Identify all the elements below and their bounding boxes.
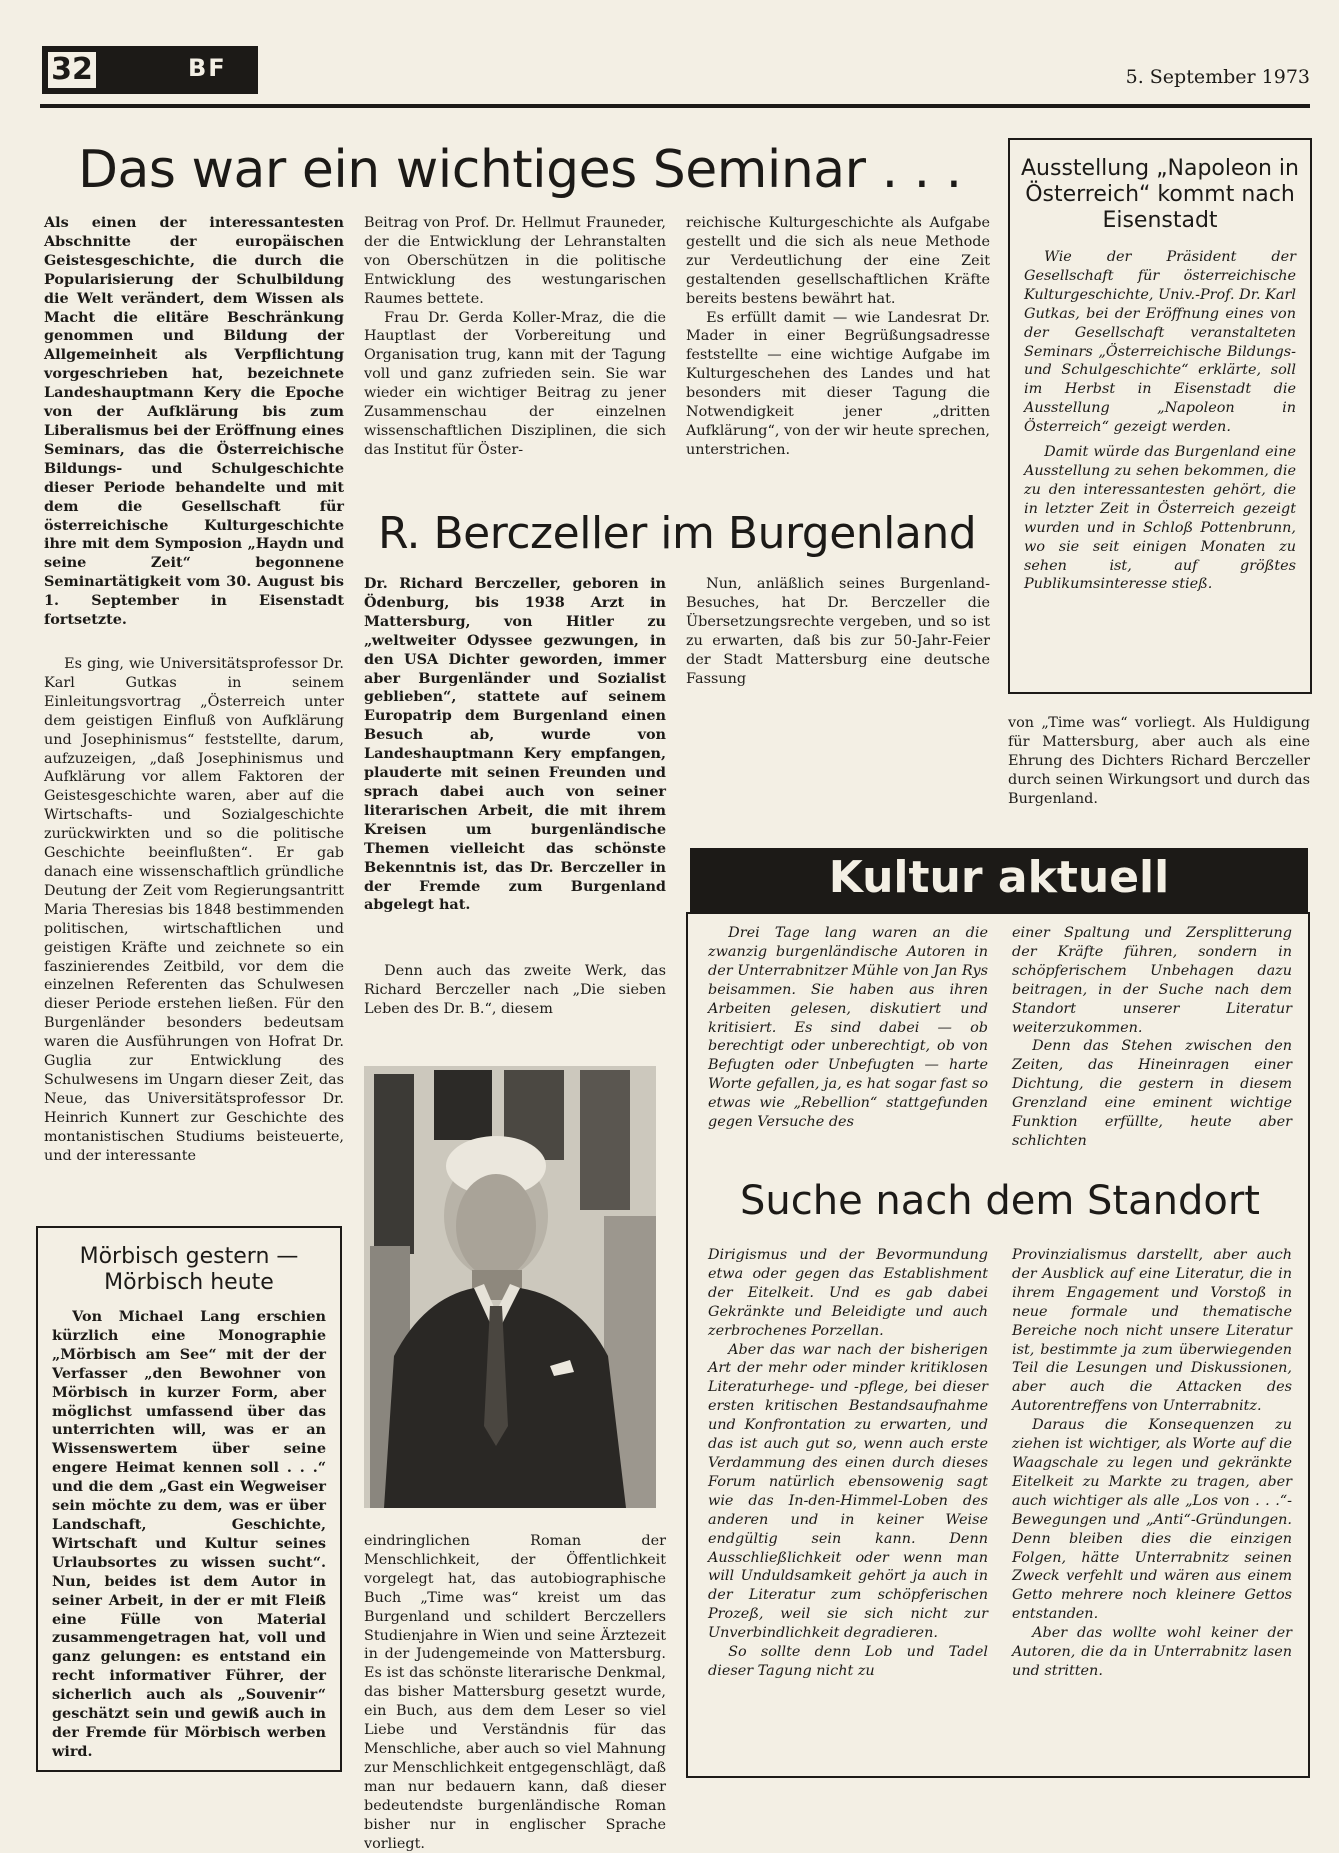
- berczeller-column-4: [1008, 714, 1310, 809]
- berczeller-photo: [364, 1066, 656, 1508]
- moerbisch-text: [52, 1308, 326, 1762]
- kultur-paragraph: Aber das wollte wohl keiner der Autoren, die da in Unterrabnitz lasen und stritten.: [1012, 1625, 1292, 1679]
- seminar-column-1: [44, 655, 344, 1165]
- suche-headline: Suche nach dem Standort: [740, 1178, 1260, 1224]
- seminar-paragraph: reichische Kulturgeschichte als Aufgabe gestellt und die sich als neue Methode zur Verdeutlichung der eine Zeit gestaltenden gesellschaftlichen Kräfte bereits bestens bewährt hat.: [686, 215, 990, 307]
- seminar-column-2: [364, 214, 666, 460]
- seminar-headline: Das war ein wichtiges Seminar . . .: [78, 140, 962, 200]
- kultur-paragraph: Drei Tage lang waren an die zwanzig burgenländische Autoren in der Unterrabnitzer Mühle von Jan Rys beisammen. Sie haben aus ihren Arbeiten gelesen, diskutiert und kritisiert. Es sind dabei — ob berechtigt oder unberechtigt, ob von Befugten oder Unbefugten — harte Worte gefallen, ja, es hat sogar fast so etwas wie „Rebellion“ stattgefunden gegen Versuche des: [708, 925, 988, 1131]
- berczeller-column-1: [364, 962, 666, 1019]
- seminar-paragraph: Beitrag von Prof. Dr. Hellmut Frauneder, der die Entwicklung der Lehranstalten von Oberschützen in die politische Entwicklung des westungarischen Raumes bettete.: [364, 215, 666, 307]
- seminar-column-3: [686, 214, 990, 460]
- berczeller-column-3: [686, 575, 990, 688]
- berczeller-lead: [364, 575, 666, 915]
- kultur-paragraph: Denn das Stehen zwischen den Zeiten, das Hineinragen einer Dichtung, die gestern in diesem Grenzland eine eminent wichtige Funktion erfüllte, heute aber schlichten: [1012, 1038, 1292, 1149]
- kultur-paragraph: einer Spaltung und Zersplitterung der Kräfte führen, sondern in schöpferischem Unbehagen dazu beitragen, in der Suche nach dem Standort unserer Literatur weiterzukommen.: [1012, 925, 1292, 1036]
- berczeller-paragraph: von „Time was“ vorliegt. Als Huldigung für Mattersburg, aber auch als eine Ehrung des Dichters Richard Berczeller durch seinen Wirkungsort und durch das Burgenland.: [1008, 715, 1310, 807]
- napoleon-box: [1008, 138, 1312, 694]
- napoleon-paragraph: Wie der Präsident der Gesellschaft für österreichische Kulturgeschichte, Univ.-Prof. Dr. Karl Gutkas, bei der Eröffnung eines von der Gesellschaft veranstalteten Seminars „Österreichische Bildungs- und Schulgeschichte“ erklärte, soll im Herbst in Eisenstadt die Ausstellung „Napoleon in Österreich“ gezeigt werden.: [1024, 249, 1296, 436]
- kultur-paragraph: Dirigismus und der Bevormundung etwa oder gegen das Establishment der Eitelkeit. Und es gab dabei Gekränkte und Beleidigte und auch zerbrochenes Porzellan.: [708, 1247, 988, 1339]
- kultur-column-2: [1012, 924, 1292, 1151]
- issue-date: 5. September 1973: [1125, 66, 1310, 88]
- berczeller-paragraph: Denn auch das zweite Werk, das Richard Berczeller nach „Die sieben Leben des Dr. B.“, diesem: [364, 963, 666, 1017]
- kultur-paragraph: Aber das war nach der bisherigen Art der mehr oder minder kritiklosen Literaturhege- und -pflege, bei dieser ersten kritischen Bestandsaufnahme und Konfrontation zu erwarten, und das ist auch gut so, wenn auch erste Verdammung des einen durch dieses Forum natürlich ebensowenig sagt wie das In-den-Himmel-Loben des anderen und in keiner Weise endgültig sein kann. Denn Ausschließlichkeit oder wenn man will Unduldsamkeit gehört ja auch in der Literatur zum schöpferischen Prozeß, weil sie sich nicht zur Unverbindlichkeit degradieren.: [708, 1341, 988, 1642]
- moerbisch-box: [36, 1226, 342, 1772]
- napoleon-title: Ausstellung „Napoleon in Österreich“ kommt nach Eisenstadt: [1020, 156, 1299, 233]
- seminar-lead: [44, 214, 344, 630]
- berczeller-headline: R. Berczeller im Burgenland: [378, 508, 977, 559]
- kultur-paragraph: Daraus die Konsequenzen zu ziehen ist wichtiger, als Worte auf die Waagschale zu legen und gekränkte Eitelkeit zu Markte zu tragen, aber auch wichtiger als alle „Los von . . .“-Bewegungen und „Anti“-Gründungen. Denn bleiben dies die einzigen Folgen, hätte Unterrabnitz seinen Zweck verfehlt und wären aus einem Getto mehrere noch kleinere Gettos entstanden.: [1012, 1417, 1292, 1623]
- page-number: 32: [46, 50, 98, 90]
- berczeller-column-2: [364, 1532, 666, 1853]
- kultur-paragraph: Provinzialismus darstellt, aber auch der Ausblick auf eine Literatur, die in ihrem Engagement und Vorstoß in neue formale und thematische Bereiche noch nicht unsere Literatur ist, bestimmte ja zum überwiegenden Teil die Lesungen und Diskussionen, aber auch die Attacken des Autorentreffens von Unterrabnitz.: [1012, 1247, 1292, 1415]
- section-tag: BF: [188, 54, 227, 82]
- seminar-paragraph: Es erfüllt damit — wie Landesrat Dr. Mader in einer Begrüßungsadresse feststellte — eine wichtige Aufgabe im Kulturgeschehen des Landes und hat besonders mit dieser Tagung die Notwendigkeit jener „dritten Aufklärung“, von der wir heute sprechen, unterstrichen.: [686, 309, 990, 458]
- kultur-column-1: [708, 924, 988, 1132]
- kultur-paragraph: So sollte denn Lob und Tadel dieser Tagung nicht zu: [708, 1644, 988, 1679]
- berczeller-paragraph: eindringlichen Roman der Menschlichkeit, der Öffentlichkeit vorgelegt hat, das autobiographische Buch „Time was“ kreist um das Burgenland und schildert Berczellers Studienjahre in Wien und seine Ärztezeit in der Judengemeinde von Mattersburg. Es ist das schönste literarische Denkmal, das bisher Mattersburg gesetzt wurde, ein Buch, aus dem dem Leser so viel Liebe und Verständnis für das Menschliche, aber auch so viel Mahnung zur Menschlichkeit entgegenschlägt, daß man nur bedauern kann, daß dieser bedeutendste burgenländische Roman bisher nur in englischer Sprache vorliegt.: [364, 1533, 666, 1852]
- moerbisch-paragraph: Von Michael Lang erschien kürzlich eine Monographie „Mörbisch am See“ mit der der Verfasser „den Bewohner von Mörbisch in kurzer Form, aber möglichst umfassend über das unterrichten will, was er an Wissenswertem über seine engere Heimat kennen soll . . .“ und die dem „Gast ein Wegweiser sein möchte zu dem, was er über Landschaft, Geschichte, Wirtschaft und Kultur seines Urlaubsortes zu wissen sucht“. Nun, beides ist dem Autor in seiner Arbeit, in der er mit Fleiß eine Fülle von Material zusammengetragen hat, voll und ganz gelungen: es entstand ein recht informativer Führer, der sicherlich auch als „Souvenir“ geschätzt sein und gewiß auch in der Fremde für Mörbisch werben wird.: [52, 1308, 326, 1760]
- moerbisch-title: Mörbisch gestern — Mörbisch heute: [79, 1244, 299, 1295]
- seminar-lead-text: Als einen der interessantesten Abschnitte der europäischen Geistesgeschichte, die durch die Popularisierung der Schulbildung die Welt verändert, dem Wissen als Macht die elitäre Beschränkung genommen und Bildung der Allgemeinheit als Verpflichtung vorgeschrieben hat, bezeichnete Landeshauptmann Kery die Epoche von der Aufklärung bis zum Liberalismus bei der Eröffnung eines Seminars, das die Österreichische Bildungs- und Schulgeschichte dieser Periode behandelte und mit dem die Gesellschaft für österreichische Kulturgeschichte ihre mit dem Symposion „Haydn und seine Zeit“ begonnene Seminartätigkeit vom 30. August bis 1. September in Eisenstadt fortsetzte.: [44, 214, 344, 629]
- top-rule: [40, 104, 1310, 108]
- berczeller-paragraph: Nun, anläßlich seines Burgenland-Besuches, hat Dr. Berczeller die Übersetzungsrechte vergeben, und so ist zu erwarten, daß bis zur 50-Jahr-Feier der Stadt Mattersburg eine deutsche Fassung: [686, 576, 990, 687]
- berczeller-lead-text: Dr. Richard Berczeller, geboren in Ödenburg, bis 1938 Arzt in Mattersburg, von Hitler zu „weltweiter Odyssee gezwungen, in den USA Dichter geworden, immer aber Burgenländer und Sozialist geblieben“, stattete auf seinem Europatrip dem Burgenland einen Besuch ab, wurde von Landeshauptmann Kery empfangen, plauderte mit seinen Freunden und sprach dabei auch von seiner literarischen Arbeit, die mit ihrem Kreisen um burgenländische Themen vielleicht das schönste Bekenntnis ist, das Dr. Berczeller in der Fremde zum Burgenland abgelegt hat.: [364, 575, 666, 914]
- kultur-column-4: [1012, 1246, 1292, 1681]
- kultur-banner-title: Kultur aktuell: [828, 852, 1170, 903]
- seminar-paragraph: Frau Dr. Gerda Koller-Mraz, die die Hauptlast der Vorbereitung und Organisation trug, kann mit der Tagung voll und ganz zufrieden sein. Sie war wieder ein wichtiger Beitrag zu jener Zusammenschau der einzelnen wissenschaftlichen Disziplinen, die sich das Institut für Öster-: [364, 309, 666, 458]
- napoleon-text: [1024, 248, 1296, 594]
- napoleon-paragraph: Damit würde das Burgenland eine Ausstellung zu sehen bekommen, die zu den interessantesten gehört, die in letzter Zeit in Österreich gezeigt wurden und in Schloß Pottenbrunn, wo sie seit einigen Monaten zu sehen ist, auf größtes Publikumsinteresse stieß.: [1024, 444, 1296, 593]
- kultur-column-3: [708, 1246, 988, 1681]
- seminar-paragraph: Es ging, wie Universitätsprofessor Dr. Karl Gutkas in seinem Einleitungsvortrag „Österreich unter dem geistigen Einfluß von Aufklärung und Josephinismus“ feststellte, darum, aufzuzeigen, „daß Josephinismus und Aufklärung vor allem Faktoren der Geistesgeschichte waren, aber auf die Wirtschafts- und Sozialgeschichte zurückwirkten und so die politische Geschichte beeinflußten“. Er gab danach eine wissenschaftlich gründliche Deutung der Zeit vom Regierungsantritt Maria Theresias bis 1848 bestimmenden politischen, wirtschaftlichen und geistigen Kräfte und zeichnete so ein faszinierendes Zeitbild, vor dem die einzelnen Referenten das Schulwesen dieser Periode erstehen ließen. Für den Burgenländer besonders bedeutsam waren die Ausführungen von Hofrat Dr. Guglia zur Entwicklung des Schulwesens im Ungarn dieser Zeit, das Neue, das Universitätsprofessor Dr. Heinrich Kunnert zur Geschichte des montanistischen Studiums beisteuerte, und der interessante: [44, 656, 344, 1164]
